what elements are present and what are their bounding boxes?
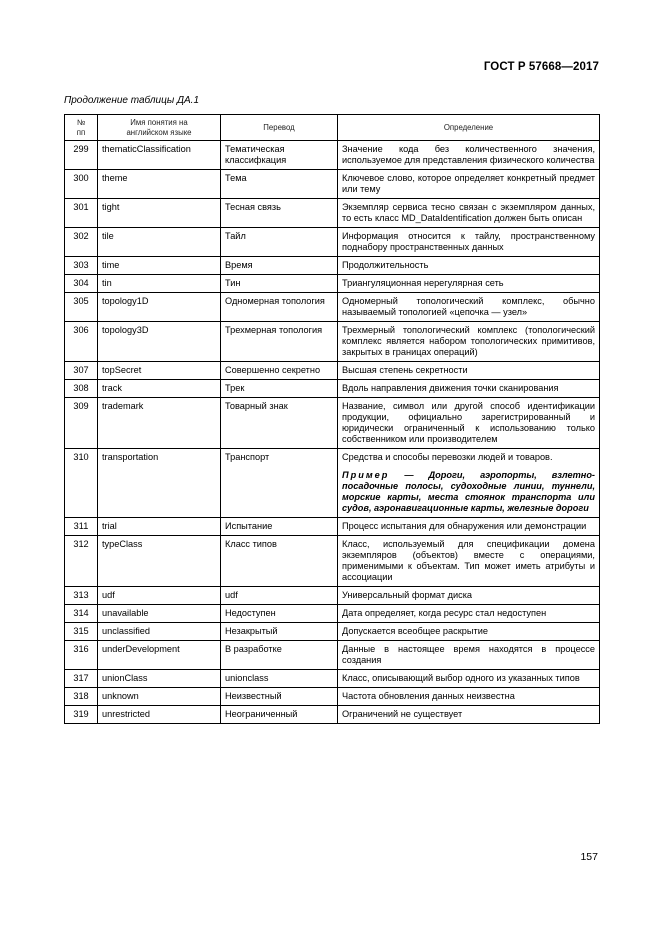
term-english <box>98 398 221 449</box>
row-number-text: 300 <box>73 173 89 183</box>
term-translation <box>221 275 338 293</box>
term-english-text: unclassified <box>102 626 151 636</box>
term-translation-text: Тематическая классифкация <box>225 144 287 165</box>
table-row <box>65 536 600 587</box>
row-number-text: 306 <box>73 325 89 335</box>
term-definition-text: Универсальный формат диска <box>342 590 473 600</box>
row-number <box>65 293 98 322</box>
term-translation <box>221 199 338 228</box>
table-row <box>65 380 600 398</box>
term-translation-text: Тема <box>225 173 247 183</box>
term-english-text: tin <box>102 278 112 288</box>
term-translation-text: unionclass <box>225 673 269 683</box>
row-number-text: 311 <box>73 521 89 531</box>
term-definition-text: Дата определяет, когда ресурс стал недоступен <box>342 608 547 618</box>
glossary-body <box>65 141 600 724</box>
term-definition <box>338 322 600 362</box>
term-english <box>98 623 221 641</box>
table-row <box>65 587 600 605</box>
table-row <box>65 605 600 623</box>
table-row <box>65 322 600 362</box>
term-english-text: trial <box>102 521 117 531</box>
row-number-text: 315 <box>73 626 89 636</box>
row-number-text: 309 <box>73 401 89 411</box>
table-row <box>65 199 600 228</box>
term-translation <box>221 322 338 362</box>
row-number-text: 318 <box>73 691 89 701</box>
term-translation <box>221 670 338 688</box>
term-definition <box>338 141 600 170</box>
term-translation <box>221 398 338 449</box>
term-definition-text: Значение кода без количественного значения, используемое для представления физического количества <box>342 144 595 165</box>
row-number <box>65 706 98 724</box>
term-definition <box>338 670 600 688</box>
term-translation-text: Товарный знак <box>225 401 288 411</box>
term-english <box>98 605 221 623</box>
term-translation-text: Трек <box>225 383 245 393</box>
row-number <box>65 518 98 536</box>
term-translation <box>221 536 338 587</box>
term-english-text: theme <box>102 173 128 183</box>
term-translation-text: В разработке <box>225 644 282 654</box>
term-english <box>98 257 221 275</box>
document-standard-id: ГОСТ Р 57668—2017 <box>483 61 599 73</box>
glossary-table <box>64 114 600 724</box>
term-translation-text: udf <box>225 590 238 600</box>
term-english-text: unavailable <box>102 608 149 618</box>
term-definition-text: Данные в настоящее время находятся в процессе создания <box>342 644 595 665</box>
term-english <box>98 688 221 706</box>
term-translation <box>221 141 338 170</box>
term-definition <box>338 275 600 293</box>
term-definition <box>338 449 600 518</box>
term-translation <box>221 641 338 670</box>
term-translation-text: Тин <box>225 278 241 288</box>
row-number <box>65 641 98 670</box>
term-translation-text: Тайл <box>225 231 246 241</box>
table-row <box>65 293 600 322</box>
term-english <box>98 587 221 605</box>
term-translation <box>221 380 338 398</box>
term-translation-text: Тесная связь <box>225 202 281 212</box>
row-number-text: 305 <box>73 296 89 306</box>
row-number <box>65 587 98 605</box>
term-english <box>98 199 221 228</box>
row-number-text: 303 <box>73 260 89 270</box>
term-translation-text: Неизвестный <box>225 691 282 701</box>
table-row <box>65 518 600 536</box>
row-number <box>65 228 98 257</box>
term-translation <box>221 623 338 641</box>
term-translation-text: Одномерная топология <box>225 296 325 306</box>
example-label: Пример <box>342 470 390 480</box>
term-definition-text: Продолжительность <box>342 260 429 270</box>
page-number: 157 <box>580 851 598 863</box>
term-translation <box>221 449 338 518</box>
row-number-text: 319 <box>73 709 89 719</box>
row-number <box>65 257 98 275</box>
term-english-text: thematicClassification <box>102 144 191 154</box>
term-definition-text: Допускается всеобщее раскрытие <box>342 626 488 636</box>
row-number-text: 313 <box>73 590 89 600</box>
row-number <box>65 380 98 398</box>
row-number-text: 304 <box>73 278 89 288</box>
term-english-text: transportation <box>102 452 159 462</box>
term-translation <box>221 587 338 605</box>
term-definition <box>338 362 600 380</box>
term-english-text: unrestricted <box>102 709 151 719</box>
term-definition-text: Ограничений не существует <box>342 709 463 719</box>
term-definition-text: Класс, используемый для спецификации домена экземпляров (объектов) вместе с операциями, применимыми к объектам. Тип может иметь атрибуты и ассоциации <box>342 539 595 582</box>
table-row <box>65 641 600 670</box>
term-definition <box>338 228 600 257</box>
row-number <box>65 322 98 362</box>
table-row <box>65 362 600 380</box>
example-text: — Дороги, аэропорты, взлетно-посадочные полосы, судоходные линии, туннели, морские карты, места стоянок транспорта или судов, аэронавигационные карты, железные дороги <box>342 470 595 513</box>
term-english <box>98 706 221 724</box>
term-definition-text: Средства и способы перевозки людей и товаров. <box>342 452 553 462</box>
term-definition <box>338 199 600 228</box>
row-number-text: 301 <box>73 202 89 212</box>
term-english <box>98 170 221 199</box>
row-number <box>65 398 98 449</box>
table-row <box>65 706 600 724</box>
term-definition-text: Процесс испытания для обнаружения или демонстрации <box>342 521 587 531</box>
term-english <box>98 536 221 587</box>
term-translation-text: Незакрытый <box>225 626 278 636</box>
term-translation-text: Класс типов <box>225 539 277 549</box>
term-translation <box>221 170 338 199</box>
term-english <box>98 275 221 293</box>
table-row <box>65 141 600 170</box>
term-english-text: unknown <box>102 691 139 701</box>
term-english-text: time <box>102 260 120 270</box>
term-english <box>98 380 221 398</box>
column-header-definition <box>338 115 600 141</box>
term-english-text: topology3D <box>102 325 149 335</box>
term-definition-text: Триангуляционная нерегулярная сеть <box>342 278 504 288</box>
table-row <box>65 449 600 518</box>
term-translation <box>221 605 338 623</box>
term-translation <box>221 688 338 706</box>
term-definition <box>338 605 600 623</box>
term-definition <box>338 398 600 449</box>
term-translation-text: Время <box>225 260 253 270</box>
row-number-text: 308 <box>73 383 89 393</box>
term-definition-text: Частота обновления данных неизвестна <box>342 691 515 701</box>
row-number-text: 317 <box>73 673 89 683</box>
term-english-text: tight <box>102 202 120 212</box>
term-translation-text: Неограниченный <box>225 709 298 719</box>
table-row <box>65 670 600 688</box>
term-definition <box>338 257 600 275</box>
term-translation-text: Испытание <box>225 521 273 531</box>
term-definition-text: Название, символ или другой способ идентификации продукции, официально зарегистрированный и юридически ограниченный к использованию только собственником или производителем <box>342 401 595 444</box>
term-translation <box>221 706 338 724</box>
term-definition-text: Класс, описывающий выбор одного из указанных типов <box>342 673 580 683</box>
term-english-text: trademark <box>102 401 144 411</box>
row-number-text: 310 <box>73 452 89 462</box>
term-english-text: track <box>102 383 122 393</box>
term-english-text: tile <box>102 231 114 241</box>
term-english-text: topology1D <box>102 296 149 306</box>
term-definition <box>338 587 600 605</box>
table-row <box>65 228 600 257</box>
term-definition <box>338 380 600 398</box>
table-caption: Продолжение таблицы ДА.1 <box>64 95 200 106</box>
table-row <box>65 257 600 275</box>
term-english <box>98 362 221 380</box>
term-english <box>98 670 221 688</box>
term-translation <box>221 362 338 380</box>
table-row <box>65 623 600 641</box>
term-definition <box>338 641 600 670</box>
term-definition <box>338 623 600 641</box>
term-english-text: unionClass <box>102 673 148 683</box>
table-header-row <box>65 115 600 141</box>
term-definition-text: Информация относится к тайлу, пространственному поднабору пространственных данных <box>342 231 595 252</box>
term-definition <box>338 170 600 199</box>
term-english <box>98 322 221 362</box>
term-definition <box>338 293 600 322</box>
row-number <box>65 623 98 641</box>
row-number-text: 312 <box>73 539 89 549</box>
term-translation <box>221 228 338 257</box>
term-translation <box>221 518 338 536</box>
term-translation-text: Недоступен <box>225 608 276 618</box>
column-header-translation-text: Перевод <box>263 122 295 132</box>
row-number-text: 302 <box>73 231 89 241</box>
term-translation <box>221 257 338 275</box>
table-row <box>65 170 600 199</box>
row-number <box>65 536 98 587</box>
row-number <box>65 670 98 688</box>
table-row <box>65 688 600 706</box>
term-translation-text: Совершенно секретно <box>225 365 321 375</box>
term-english <box>98 449 221 518</box>
term-english-text: typeClass <box>102 539 143 549</box>
term-definition-text: Вдоль направления движения точки сканирования <box>342 383 559 393</box>
row-number-text: 307 <box>73 365 89 375</box>
row-number <box>65 362 98 380</box>
term-definition-text: Экземпляр сервиса тесно связан с экземпляром данных, то есть класс MD_DataIdentification должен быть описан <box>342 202 595 223</box>
term-translation <box>221 293 338 322</box>
term-definition <box>338 536 600 587</box>
term-definition-text: Одномерный топологический комплекс, обычно называемый топологией «цепочка — узел» <box>342 296 595 317</box>
row-number-text: 299 <box>73 144 89 154</box>
term-english <box>98 141 221 170</box>
term-english <box>98 293 221 322</box>
table-row <box>65 275 600 293</box>
term-english <box>98 641 221 670</box>
term-definition-text: Высшая степень секретности <box>342 365 468 375</box>
term-english-text: udf <box>102 590 115 600</box>
definition-example <box>342 470 595 514</box>
term-english-text: topSecret <box>102 365 142 375</box>
term-translation-text: Транспорт <box>225 452 270 462</box>
row-number-text: 314 <box>73 608 89 618</box>
column-header-definition-text: Определение <box>443 122 494 132</box>
term-translation-text: Трехмерная топология <box>225 325 323 335</box>
term-english <box>98 228 221 257</box>
table-row <box>65 398 600 449</box>
row-number <box>65 199 98 228</box>
term-definition <box>338 706 600 724</box>
row-number <box>65 275 98 293</box>
term-definition-text: Ключевое слово, которое определяет конкретный предмет или тему <box>342 173 595 194</box>
column-header-translation <box>221 115 338 141</box>
row-number <box>65 141 98 170</box>
column-header-english-name <box>98 115 221 141</box>
term-english <box>98 518 221 536</box>
row-number <box>65 605 98 623</box>
column-header-english-name-text: Имя понятия на английском языке <box>126 118 192 137</box>
row-number <box>65 688 98 706</box>
term-definition <box>338 518 600 536</box>
column-header-number <box>65 115 98 141</box>
term-definition <box>338 688 600 706</box>
term-definition-text: Трехмерный топологический комплекс (топологический комплекс является набором топологических примитивов, закрытых в границах операций) <box>342 325 595 357</box>
row-number-text: 316 <box>73 644 89 654</box>
row-number <box>65 170 98 199</box>
column-header-number-text: № пп <box>76 118 86 137</box>
row-number <box>65 449 98 518</box>
term-english-text: underDevelopment <box>102 644 180 654</box>
